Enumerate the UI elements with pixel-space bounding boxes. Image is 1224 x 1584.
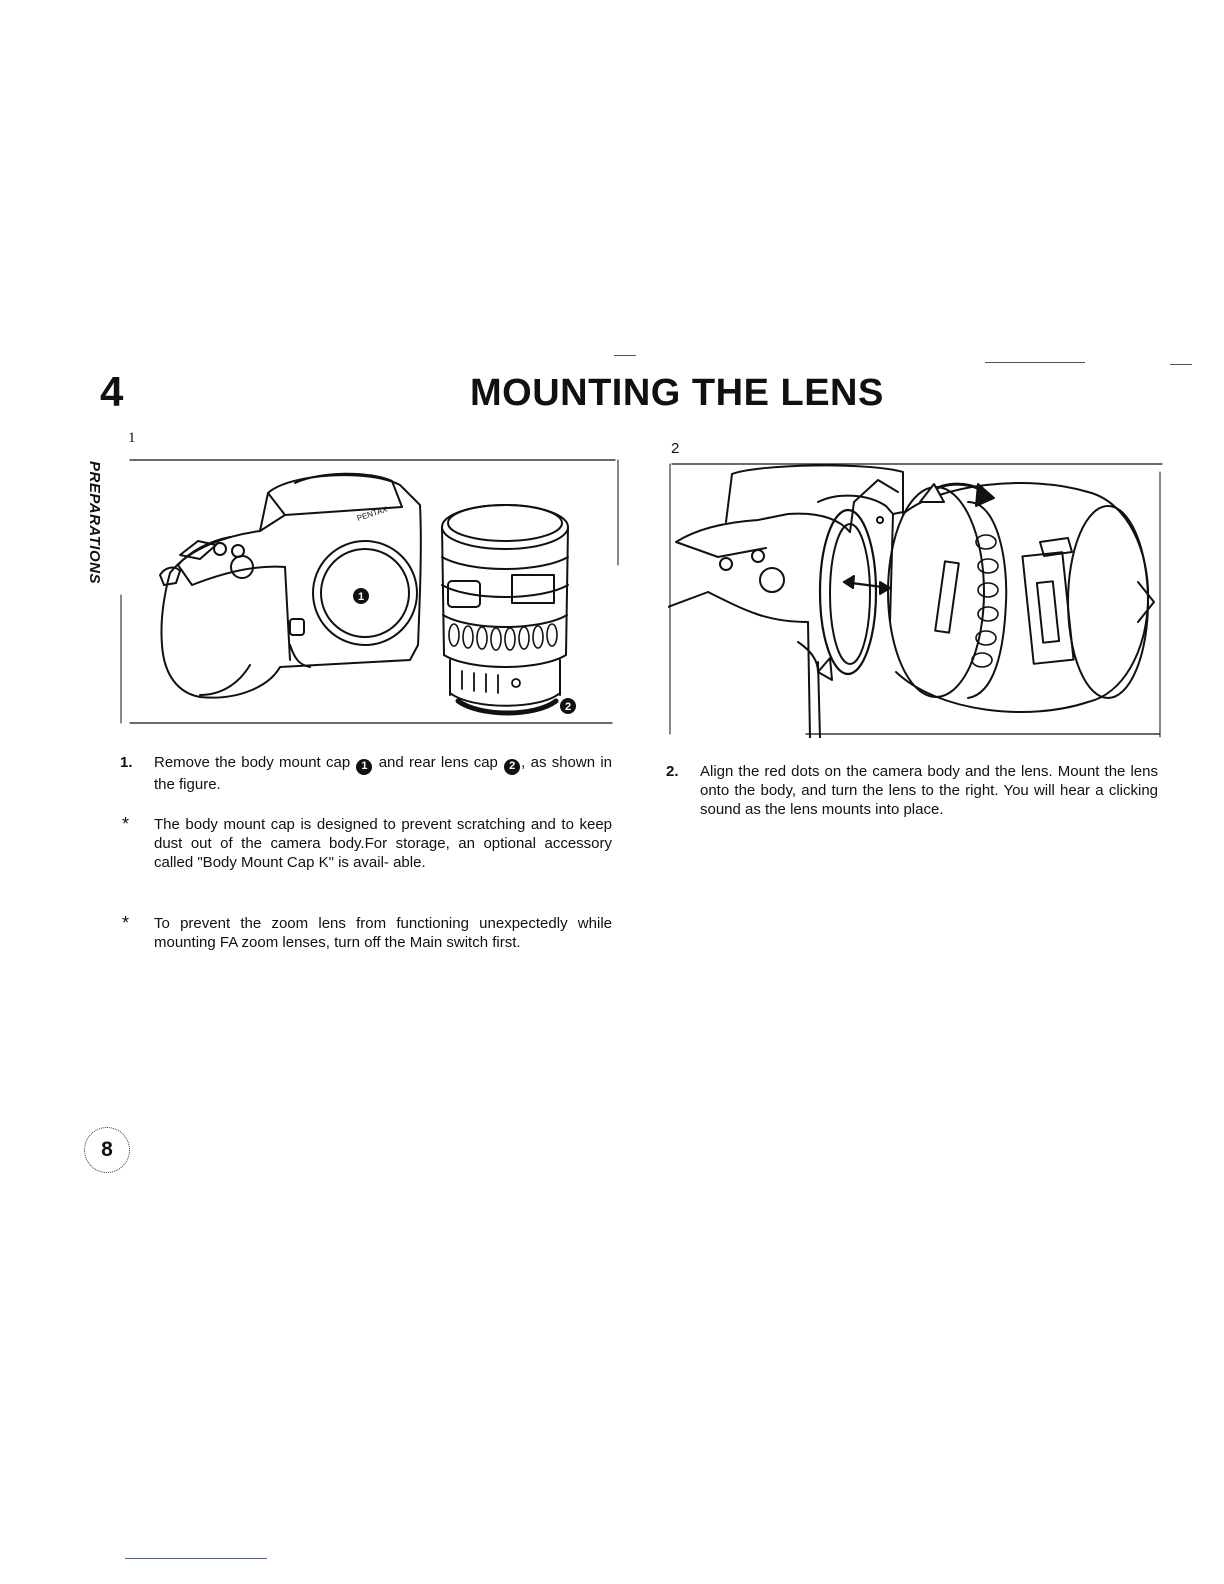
zoom-lens	[442, 505, 568, 713]
bottom-rule	[125, 1558, 267, 1559]
note-2-marker: *	[122, 913, 130, 933]
step-2-number: 2.	[666, 763, 679, 780]
note-1	[120, 815, 612, 872]
step-1-text-a: Remove the body mount cap	[154, 754, 351, 771]
callout-2-badge	[560, 698, 576, 714]
note-1-marker: *	[122, 814, 130, 834]
page-number-badge	[84, 1127, 130, 1173]
lens-cap-badge: 2	[504, 759, 520, 775]
page-number: 8	[101, 1138, 113, 1161]
alignment-arrow	[844, 576, 890, 594]
top-rule	[985, 362, 1085, 363]
section-number: 4	[100, 368, 124, 415]
step-1-text-b: and rear lens cap	[378, 754, 498, 771]
step-2-text: Align the red dots on the camera body and the lens. Mount the lens onto the body, and turn the lens to the right. You will hear a clicking sound as the lens mounts into place.	[700, 763, 1158, 818]
camera-body	[668, 465, 903, 738]
body-cap-badge: 1	[356, 759, 372, 775]
rotation-arrow	[920, 484, 994, 506]
figure-2-label: 2	[671, 440, 680, 457]
page-title: MOUNTING THE LENS	[470, 372, 884, 414]
step-1-text-c: , as shown in the figure.	[154, 754, 613, 793]
zoom-lens	[888, 483, 1154, 712]
svg-text:2: 2	[564, 701, 572, 713]
note-2	[120, 914, 612, 952]
note-2-text: To prevent the zoom lens from functioning unexpectedly while mounting FA zoom lenses, turn off the Main switch first.	[154, 915, 612, 951]
note-1-text: The body mount cap is designed to prevent scratching and to keep dust out of the camera body.For storage, an optional accessory called "Body Mount Cap K" is avail- able.	[154, 816, 612, 871]
top-rule	[1170, 364, 1192, 365]
step-1	[120, 753, 612, 794]
callout-1-badge	[353, 588, 369, 604]
figure-2-mounting-lens	[668, 462, 1164, 738]
side-tab	[74, 462, 114, 582]
step-1-text	[154, 753, 612, 794]
side-tab-label: PREPARATIONS	[85, 460, 103, 584]
svg-text:1: 1	[357, 591, 365, 603]
figure-1-label: 1	[128, 430, 136, 446]
top-rule	[614, 355, 636, 356]
step-2	[666, 762, 1158, 819]
step-1-number: 1.	[120, 754, 133, 771]
camera-brand-mark: PENTAX	[355, 504, 389, 523]
figure-1-camera-and-lens	[120, 455, 620, 733]
